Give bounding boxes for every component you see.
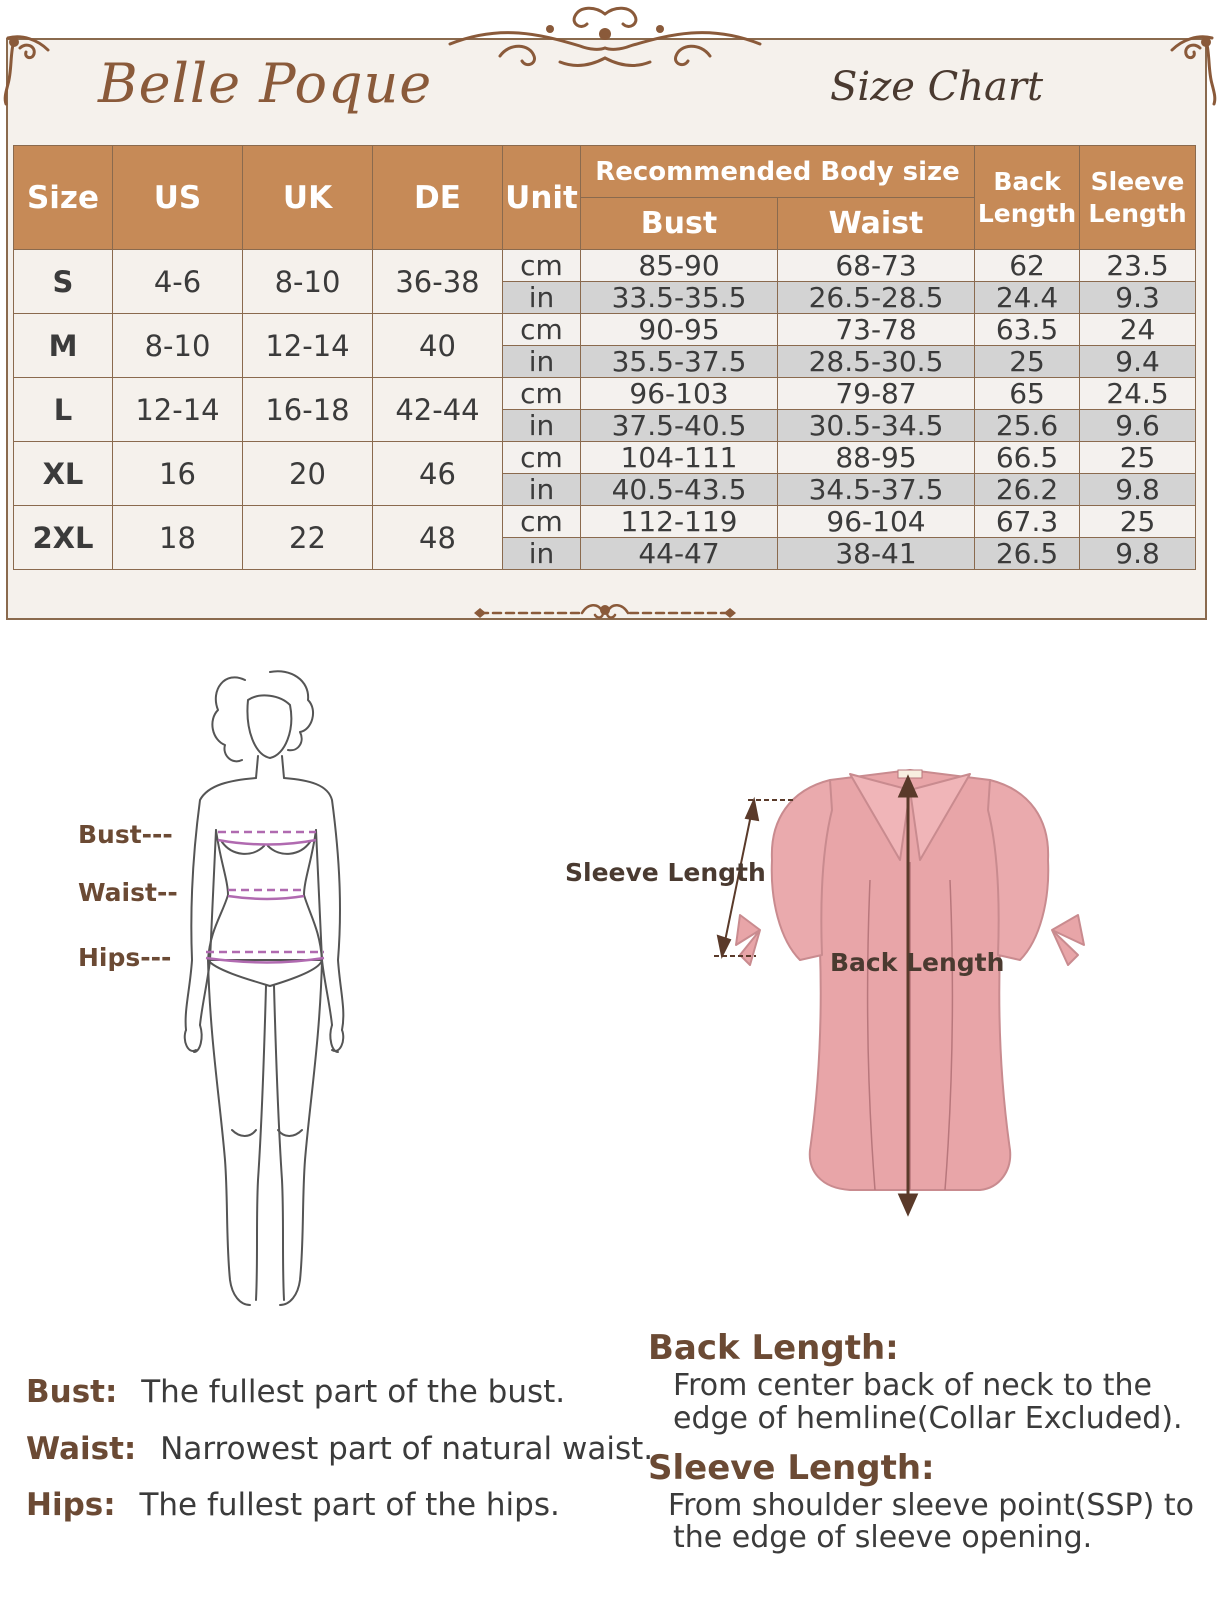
bust-cell: 112-119 <box>581 506 778 538</box>
definition-term: Waist: <box>26 1431 137 1467</box>
figure-label-back-length: Back Length <box>830 948 1005 977</box>
sleeve-length-cell: 25 <box>1080 506 1196 538</box>
definition-waist <box>26 1431 653 1467</box>
unit-cell: cm <box>503 314 581 346</box>
sleeve-length-cell: 9.8 <box>1080 538 1196 570</box>
definition-back-length-text-1: From center back of neck to the <box>673 1368 1152 1403</box>
definition-back-length-text-2: edge of hemline(Collar Excluded). <box>673 1401 1183 1436</box>
definition-hips <box>26 1487 560 1523</box>
bust-cell: 33.5-35.5 <box>581 282 778 314</box>
body-figure-illustration <box>170 660 360 1310</box>
table-row <box>14 378 1196 410</box>
back-length-cell: 66.5 <box>975 442 1080 474</box>
right-corner-ornament-icon <box>1160 30 1220 110</box>
header-size: Size <box>14 146 113 250</box>
de-cell: 46 <box>373 442 503 506</box>
definition-text: The fullest part of the hips. <box>139 1487 560 1523</box>
header-sleeve-length: Sleeve Length <box>1080 146 1196 250</box>
waist-cell: 28.5-30.5 <box>778 346 975 378</box>
table-row <box>14 506 1196 538</box>
back-length-cell: 62 <box>975 250 1080 282</box>
chart-title: Size Chart <box>830 64 1044 110</box>
uk-cell: 12-14 <box>243 314 373 378</box>
size-cell: S <box>14 250 113 314</box>
back-length-cell: 25 <box>975 346 1080 378</box>
header-bust: Bust <box>581 198 778 250</box>
de-cell: 42-44 <box>373 378 503 442</box>
unit-cell: in <box>503 538 581 570</box>
bust-cell: 104-111 <box>581 442 778 474</box>
back-length-cell: 63.5 <box>975 314 1080 346</box>
figure-label-bust: Bust--- <box>78 820 173 849</box>
bottom-divider-ornament-icon <box>470 596 740 630</box>
back-length-cell: 65 <box>975 378 1080 410</box>
table-row <box>14 314 1196 346</box>
uk-cell: 8-10 <box>243 250 373 314</box>
definition-sleeve-length-text-2: the edge of sleeve opening. <box>673 1520 1093 1555</box>
definition-text: The fullest part of the bust. <box>141 1374 566 1410</box>
sleeve-length-cell: 9.6 <box>1080 410 1196 442</box>
definition-back-length-term: Back Length: <box>648 1328 899 1368</box>
header-us: US <box>113 146 243 250</box>
de-cell: 36-38 <box>373 250 503 314</box>
size-table <box>13 145 1196 570</box>
figure-label-hips: Hips--- <box>78 943 172 972</box>
sleeve-length-cell: 23.5 <box>1080 250 1196 282</box>
back-length-cell: 26.2 <box>975 474 1080 506</box>
us-cell: 12-14 <box>113 378 243 442</box>
bust-cell: 44-47 <box>581 538 778 570</box>
unit-cell: in <box>503 474 581 506</box>
us-cell: 16 <box>113 442 243 506</box>
waist-cell: 96-104 <box>778 506 975 538</box>
size-cell: M <box>14 314 113 378</box>
header-de: DE <box>373 146 503 250</box>
bust-cell: 40.5-43.5 <box>581 474 778 506</box>
de-cell: 40 <box>373 314 503 378</box>
definition-term: Hips: <box>26 1487 116 1523</box>
waist-cell: 88-95 <box>778 442 975 474</box>
back-length-cell: 24.4 <box>975 282 1080 314</box>
sleeve-length-cell: 24 <box>1080 314 1196 346</box>
definition-bust <box>26 1374 565 1410</box>
unit-cell: cm <box>503 506 581 538</box>
bust-cell: 37.5-40.5 <box>581 410 778 442</box>
definition-text: Narrowest part of natural waist. <box>160 1431 654 1467</box>
waist-cell: 26.5-28.5 <box>778 282 975 314</box>
definition-sleeve-length-text-1: From shoulder sleeve point(SSP) to <box>668 1488 1194 1523</box>
uk-cell: 20 <box>243 442 373 506</box>
size-cell: XL <box>14 442 113 506</box>
unit-cell: in <box>503 282 581 314</box>
de-cell: 48 <box>373 506 503 570</box>
unit-cell: cm <box>503 250 581 282</box>
back-length-cell: 25.6 <box>975 410 1080 442</box>
header-unit: Unit <box>503 146 581 250</box>
sleeve-length-cell: 25 <box>1080 442 1196 474</box>
bust-cell: 90-95 <box>581 314 778 346</box>
header-uk: UK <box>243 146 373 250</box>
table-row <box>14 442 1196 474</box>
definition-sleeve-length-term: Sleeve Length: <box>648 1448 935 1488</box>
definition-term: Bust: <box>26 1374 118 1410</box>
waist-cell: 68-73 <box>778 250 975 282</box>
us-cell: 4-6 <box>113 250 243 314</box>
header-back-length: Back Length <box>975 146 1080 250</box>
header-waist: Waist <box>778 198 975 250</box>
size-cell: L <box>14 378 113 442</box>
blouse-illustration <box>700 750 1100 1230</box>
figure-label-waist: Waist-- <box>78 878 178 907</box>
uk-cell: 22 <box>243 506 373 570</box>
left-corner-ornament-icon <box>0 30 60 110</box>
unit-cell: cm <box>503 378 581 410</box>
us-cell: 8-10 <box>113 314 243 378</box>
bust-cell: 85-90 <box>581 250 778 282</box>
bust-cell: 96-103 <box>581 378 778 410</box>
waist-cell: 30.5-34.5 <box>778 410 975 442</box>
waist-cell: 73-78 <box>778 314 975 346</box>
back-length-cell: 26.5 <box>975 538 1080 570</box>
header-recommended: Recommended Body size <box>581 146 975 198</box>
us-cell: 18 <box>113 506 243 570</box>
waist-cell: 38-41 <box>778 538 975 570</box>
bust-cell: 35.5-37.5 <box>581 346 778 378</box>
sleeve-length-cell: 9.4 <box>1080 346 1196 378</box>
top-center-ornament-icon <box>440 4 770 74</box>
unit-cell: cm <box>503 442 581 474</box>
waist-cell: 34.5-37.5 <box>778 474 975 506</box>
sleeve-length-cell: 9.3 <box>1080 282 1196 314</box>
uk-cell: 16-18 <box>243 378 373 442</box>
size-cell: 2XL <box>14 506 113 570</box>
sleeve-length-cell: 24.5 <box>1080 378 1196 410</box>
unit-cell: in <box>503 346 581 378</box>
figure-label-sleeve-length: Sleeve Length <box>565 858 766 887</box>
table-row <box>14 250 1196 282</box>
back-length-cell: 67.3 <box>975 506 1080 538</box>
waist-cell: 79-87 <box>778 378 975 410</box>
brand-logo: Belle Poque <box>98 52 433 115</box>
sleeve-length-cell: 9.8 <box>1080 474 1196 506</box>
unit-cell: in <box>503 410 581 442</box>
